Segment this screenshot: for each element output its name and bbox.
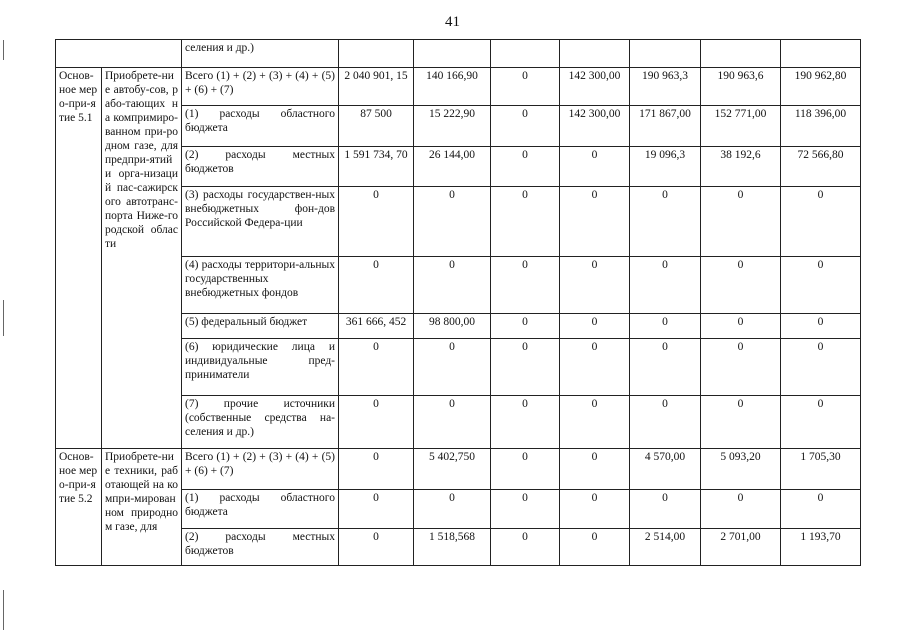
binding-mark-top xyxy=(3,40,4,60)
value-cell: 0 xyxy=(414,339,491,396)
value-cell: 15 222,90 xyxy=(414,106,491,147)
value-cell: 0 xyxy=(491,449,560,490)
value-cell: 2 040 901, 15 xyxy=(339,68,414,106)
value-cell: 0 xyxy=(491,187,560,257)
value-cell: 0 xyxy=(414,187,491,257)
funding-source-cell: (1) расходы областного бюджета xyxy=(182,490,339,529)
value-cell: 0 xyxy=(701,187,781,257)
funding-source-cell: (5) федеральный бюджет xyxy=(182,314,339,339)
value-cell: 0 xyxy=(491,529,560,566)
binding-mark-bottom xyxy=(3,590,4,630)
value-cell: 0 xyxy=(701,257,781,314)
value-cell: 1 518,568 xyxy=(414,529,491,566)
activity-number-cell xyxy=(56,68,102,449)
value-cell: 0 xyxy=(339,529,414,566)
funding-source-cell: (2) расходы местных бюджетов xyxy=(182,529,339,566)
value-cell: 2 514,00 xyxy=(630,529,701,566)
table-body xyxy=(56,40,861,566)
value-cell: 0 xyxy=(630,396,701,449)
value-cell: 0 xyxy=(491,314,560,339)
activity-number-cell xyxy=(56,449,102,566)
value-cell: 0 xyxy=(414,396,491,449)
value-cell xyxy=(701,40,781,68)
value-cell: 38 192,6 xyxy=(701,147,781,187)
value-cell: 0 xyxy=(560,187,630,257)
funding-source-cell: (3) расходы государствен-ных внебюджетных фон-дов Российской Федера-ции xyxy=(182,187,339,257)
value-cell: 0 xyxy=(560,257,630,314)
funding-source-cell: (6) юридические лица и индивидуальные пред-приниматели xyxy=(182,339,339,396)
value-cell: 0 xyxy=(491,68,560,106)
value-cell: 1 591 734, 70 xyxy=(339,147,414,187)
value-cell: 0 xyxy=(560,529,630,566)
value-cell xyxy=(491,40,560,68)
value-cell: 0 xyxy=(414,257,491,314)
value-cell: 171 867,00 xyxy=(630,106,701,147)
value-cell: 0 xyxy=(339,187,414,257)
value-cell: 26 144,00 xyxy=(414,147,491,187)
value-cell: 118 396,00 xyxy=(781,106,861,147)
value-cell: 0 xyxy=(630,339,701,396)
value-cell: 0 xyxy=(491,147,560,187)
activity-description-cell xyxy=(102,449,182,566)
value-cell: 72 566,80 xyxy=(781,147,861,187)
activity-description-text: Приобрете-ние автобу-сов, рабо-тающих на компримиро-ванном при-родном газе, для предпри-ятий и орга-низаций пас-сажирского автотранс-порта Ниже-городской области xyxy=(105,70,178,250)
value-cell: 0 xyxy=(701,339,781,396)
value-cell: 0 xyxy=(339,257,414,314)
activity-number-text: Основ-ное меро-при-ятие 5.1 xyxy=(59,70,98,124)
value-cell: 0 xyxy=(339,490,414,529)
value-cell: 0 xyxy=(414,490,491,529)
value-cell: 5 402,750 xyxy=(414,449,491,490)
value-cell: 0 xyxy=(630,314,701,339)
value-cell: 190 963,6 xyxy=(701,68,781,106)
value-cell: 4 570,00 xyxy=(630,449,701,490)
value-cell: 0 xyxy=(781,314,861,339)
value-cell xyxy=(781,40,861,68)
value-cell: 0 xyxy=(781,490,861,529)
value-cell: 0 xyxy=(491,490,560,529)
table-row xyxy=(56,449,861,490)
funding-source-cell: (7) прочие источники (собственные средства на-селения и др.) xyxy=(182,396,339,449)
funding-source-cell: Всего (1) + (2) + (3) + (4) + (5) + (6) + (7) xyxy=(182,449,339,490)
value-cell: 5 093,20 xyxy=(701,449,781,490)
value-cell: 0 xyxy=(701,396,781,449)
value-cell: 0 xyxy=(339,396,414,449)
value-cell: 0 xyxy=(781,396,861,449)
value-cell: 0 xyxy=(560,314,630,339)
activity-description-text: Приобрете-ние техники, работающей на компри-мированном природном газе, для xyxy=(105,451,178,533)
budget-table xyxy=(55,39,861,566)
value-cell xyxy=(560,40,630,68)
value-cell: 87 500 xyxy=(339,106,414,147)
value-cell: 19 096,3 xyxy=(630,147,701,187)
continuation-empty-cell xyxy=(56,40,182,68)
value-cell: 0 xyxy=(701,490,781,529)
value-cell: 140 166,90 xyxy=(414,68,491,106)
value-cell: 0 xyxy=(491,257,560,314)
page-number: 41 xyxy=(445,14,460,30)
value-cell: 0 xyxy=(560,396,630,449)
value-cell: 0 xyxy=(560,449,630,490)
value-cell: 190 962,80 xyxy=(781,68,861,106)
value-cell: 0 xyxy=(781,339,861,396)
value-cell: 0 xyxy=(491,339,560,396)
value-cell: 0 xyxy=(339,339,414,396)
value-cell: 0 xyxy=(630,187,701,257)
value-cell: 98 800,00 xyxy=(414,314,491,339)
funding-source-cell: (1) расходы областного бюджета xyxy=(182,106,339,147)
value-cell: 0 xyxy=(630,490,701,529)
funding-source-cell: (2) расходы местных бюджетов xyxy=(182,147,339,187)
value-cell: 0 xyxy=(560,147,630,187)
activity-description-cell xyxy=(102,68,182,449)
value-cell: 190 963,3 xyxy=(630,68,701,106)
value-cell: 0 xyxy=(491,106,560,147)
value-cell: 0 xyxy=(781,257,861,314)
funding-source-cell: Всего (1) + (2) + (3) + (4) + (5) + (6) + (7) xyxy=(182,68,339,106)
value-cell: 0 xyxy=(630,257,701,314)
value-cell: 142 300,00 xyxy=(560,106,630,147)
value-cell: 2 701,00 xyxy=(701,529,781,566)
value-cell: 0 xyxy=(491,396,560,449)
funding-source-cell: (4) расходы территори-альных государственных внебюджетных фондов xyxy=(182,257,339,314)
value-cell: 0 xyxy=(781,187,861,257)
value-cell: 152 771,00 xyxy=(701,106,781,147)
value-cell: 0 xyxy=(560,490,630,529)
table-row xyxy=(56,68,861,106)
value-cell: 0 xyxy=(339,449,414,490)
value-cell: 0 xyxy=(701,314,781,339)
value-cell: 1 705,30 xyxy=(781,449,861,490)
binding-mark-middle xyxy=(3,300,4,336)
continuation-row xyxy=(56,40,861,68)
value-cell: 361 666, 452 xyxy=(339,314,414,339)
source-cell: селения и др.) xyxy=(182,40,339,68)
value-cell xyxy=(630,40,701,68)
value-cell xyxy=(414,40,491,68)
value-cell: 142 300,00 xyxy=(560,68,630,106)
value-cell xyxy=(339,40,414,68)
activity-number-text: Основ-ное меро-при-ятие 5.2 xyxy=(59,451,98,505)
value-cell: 0 xyxy=(560,339,630,396)
value-cell: 1 193,70 xyxy=(781,529,861,566)
